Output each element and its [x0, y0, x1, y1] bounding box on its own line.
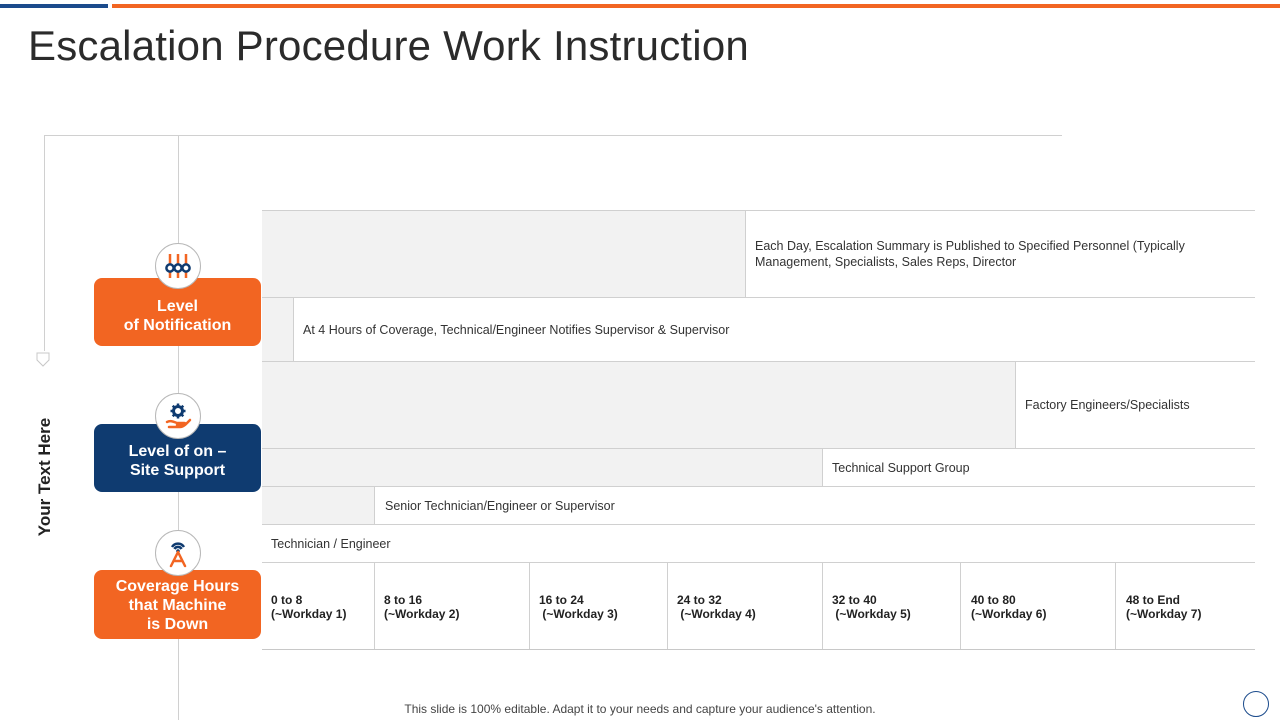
grid-step-line	[822, 449, 823, 486]
hour-range: 32 to 40	[832, 593, 877, 607]
hour-workday: (~Workday 7)	[1126, 607, 1202, 621]
row-summary-text: Each Day, Escalation Summary is Published to Specified Personnel (Typically Management, Specialists, Sales Reps, Director	[755, 239, 1185, 269]
hour-cell	[271, 593, 346, 621]
hour-range: 40 to 80	[971, 593, 1016, 607]
row-techsupport-text: Technical Support Group	[832, 461, 970, 475]
hour-cell	[539, 593, 618, 621]
grid-line	[262, 297, 1255, 298]
row-senior-text: Senior Technician/Engineer or Supervisor	[385, 499, 615, 513]
hour-range: 24 to 32	[677, 593, 722, 607]
hour-column-divider	[960, 563, 961, 649]
hour-range: 16 to 24	[539, 593, 584, 607]
hour-cell	[384, 593, 459, 621]
hour-workday: (~Workday 2)	[384, 607, 460, 621]
row-senior-fill	[262, 487, 374, 524]
shield-marker-icon	[36, 352, 50, 368]
grid-line	[262, 361, 1255, 362]
hour-column-divider	[529, 563, 530, 649]
row-factory-text: Factory Engineers/Specialists	[1025, 398, 1190, 412]
top-accent-bar-orange	[112, 4, 1280, 8]
row-summary-fill	[262, 211, 745, 297]
hour-workday: (~Workday 4)	[677, 607, 756, 621]
hour-workday: (~Workday 5)	[832, 607, 911, 621]
hour-column-divider	[374, 563, 375, 649]
grid-step-line	[374, 487, 375, 524]
hour-cell	[677, 593, 756, 621]
row-4hours-fill	[262, 297, 293, 361]
hour-range: 0 to 8	[271, 593, 303, 607]
top-accent-bar-blue	[0, 4, 108, 8]
frame-left-line	[44, 135, 45, 351]
grid-line	[262, 448, 1255, 449]
frame-top-line	[44, 135, 1062, 136]
hour-column-divider	[1115, 563, 1116, 649]
hour-cell	[832, 593, 911, 621]
level-coverage-hours-box	[94, 570, 261, 639]
hour-cell	[1126, 593, 1201, 621]
hour-range: 8 to 16	[384, 593, 423, 607]
corner-circle-icon	[1243, 691, 1269, 717]
row-4hours-text: At 4 Hours of Coverage, Technical/Engineer Notifies Supervisor & Supervisor	[303, 323, 730, 337]
row-techsupport-fill	[262, 449, 822, 486]
hour-column-divider	[822, 563, 823, 649]
grid-step-line	[1015, 362, 1016, 448]
antenna-icon	[155, 530, 201, 576]
grid-step-line	[293, 297, 294, 361]
level-onsite-support-label: Level of on – Site Support	[128, 443, 227, 479]
hour-column-divider	[667, 563, 668, 649]
hour-workday: (~Workday 6)	[971, 607, 1047, 621]
row-factory-fill	[262, 362, 1015, 448]
level-coverage-hours-label: Coverage Hours that Machine is Down	[115, 578, 240, 633]
footer-note: This slide is 100% editable. Adapt it to your needs and capture your audience's attention.	[404, 702, 876, 716]
hour-cell	[971, 593, 1046, 621]
sliders-icon	[155, 243, 201, 289]
grid-step-line	[745, 211, 746, 297]
grid-line	[262, 210, 1255, 211]
hour-workday: (~Workday 1)	[271, 607, 347, 621]
grid-line	[262, 524, 1255, 525]
grid-line	[262, 486, 1255, 487]
grid-line	[262, 649, 1255, 650]
page-title: Escalation Procedure Work Instruction	[28, 22, 749, 69]
level-notification-label: Level of Notification	[123, 298, 232, 334]
side-label: Your Text Here	[35, 417, 54, 537]
gear-hand-icon	[155, 393, 201, 439]
hour-range: 48 to End	[1126, 593, 1181, 607]
grid-line	[262, 562, 1255, 563]
hour-workday: (~Workday 3)	[539, 607, 618, 621]
row-technician-text: Technician / Engineer	[271, 537, 391, 551]
